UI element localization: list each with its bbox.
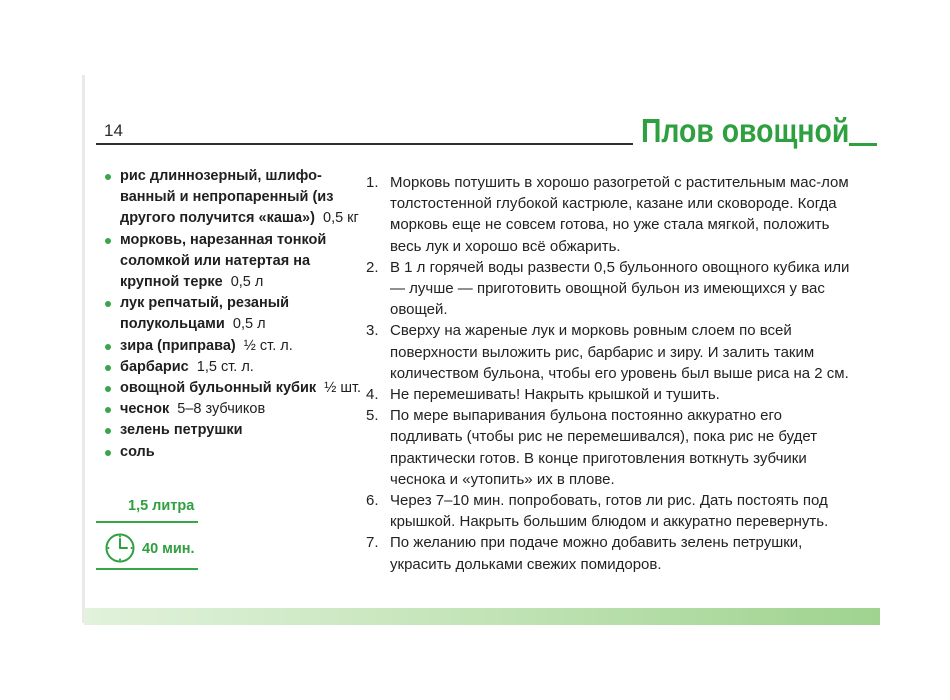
step-number: 5. bbox=[366, 407, 379, 425]
step-number: 6. bbox=[366, 492, 379, 510]
step-text: Не перемешивать! Накрыть крышкой и тушить. bbox=[390, 386, 720, 404]
bullet-icon bbox=[105, 238, 111, 244]
ingredient-name: чеснок bbox=[120, 401, 170, 418]
ingredient-name: лук репчатый, резаный полукольцами bbox=[120, 295, 290, 333]
step-number: 2. bbox=[366, 258, 379, 276]
ingredient-amount: ½ шт. bbox=[324, 380, 362, 397]
ingredient-amount: ½ ст. л. bbox=[243, 337, 293, 354]
ingredient-item bbox=[100, 399, 370, 420]
ingredient-list bbox=[100, 166, 370, 463]
ingredient-item bbox=[100, 336, 370, 357]
bullet-icon bbox=[105, 450, 111, 456]
bullet-icon bbox=[105, 365, 111, 371]
step-list bbox=[366, 172, 856, 575]
page-edge bbox=[82, 75, 85, 623]
yield-rule bbox=[96, 521, 198, 523]
cooking-time: 40 мин. bbox=[142, 541, 195, 557]
ingredient-amount: 1,5 ст. л. bbox=[196, 358, 254, 375]
ingredient-item bbox=[100, 357, 370, 378]
ingredient-item bbox=[100, 442, 370, 463]
ingredient-amount: 0,5 л bbox=[230, 274, 264, 291]
step-number: 1. bbox=[366, 174, 379, 191]
step-item bbox=[366, 384, 856, 405]
ingredient-item bbox=[100, 420, 370, 441]
step-text: Морковь потушить в хорошо разогретой с растительным мас-лом толстостенной глубокой кастрюле, казане или сковороде. Когда морковь еще не совсем готова, но уже стала мягкой, положить весь лук и хорошо всё обжарить. bbox=[390, 174, 849, 255]
step-text: Через 7–10 мин. попробовать, готов ли рис. Дать постоять под крышкой. Накрыть большим блюдом и аккуратно перевернуть. bbox=[390, 492, 829, 531]
step-item bbox=[366, 320, 856, 384]
bottom-green-band bbox=[84, 608, 880, 625]
ingredient-name: зелень петрушки bbox=[120, 422, 243, 439]
ingredient-name: морковь, нарезанная тонкой соломкой или натертая на крупной терке bbox=[120, 231, 327, 291]
bullet-icon bbox=[105, 386, 111, 392]
step-text: В 1 л горячей воды развести 0,5 бульонного овощного кубика или — лучше — приготовить овощной бульон из имеющихся у вас овощей. bbox=[390, 258, 850, 319]
ingredient-name: овощной бульонный кубик bbox=[120, 380, 317, 397]
ingredient-name: зира (приправа) bbox=[120, 337, 236, 354]
step-item bbox=[366, 172, 856, 257]
yield-text: 1,5 литра bbox=[128, 498, 195, 514]
step-item bbox=[366, 405, 856, 490]
ingredient-item bbox=[100, 378, 370, 399]
ingredient-item bbox=[100, 293, 370, 335]
bullet-icon bbox=[105, 344, 111, 350]
step-text: По желанию при подаче можно добавить зелень петрушки, украсить дольками свежих помидоров. bbox=[390, 534, 803, 573]
ingredient-name: соль bbox=[120, 443, 155, 460]
step-number: 7. bbox=[366, 534, 379, 552]
ingredient-amount: 0,5 л bbox=[232, 316, 266, 333]
page-number: 14 bbox=[104, 121, 123, 140]
ingredient-item bbox=[100, 166, 370, 230]
step-item bbox=[366, 532, 856, 574]
page-title: Плов овощной bbox=[641, 112, 850, 149]
step-item bbox=[366, 490, 856, 532]
step-item bbox=[366, 257, 856, 321]
ingredient-name: барбарис bbox=[120, 358, 189, 375]
step-number: 3. bbox=[366, 322, 379, 340]
step-text: По мере выпаривания бульона постоянно аккуратно его подливать (чтобы рис не перемешивался), пока рис не будет практически готов. В конце приготовления воткнуть зубчики чеснока и «утопить» их в плове. bbox=[390, 407, 818, 488]
bullet-icon bbox=[105, 301, 111, 307]
title-rule bbox=[96, 143, 633, 145]
step-number: 4. bbox=[366, 386, 379, 404]
ingredient-amount: 5–8 зубчиков bbox=[177, 401, 266, 418]
bullet-icon bbox=[105, 407, 111, 413]
bullet-icon bbox=[105, 428, 111, 434]
title-accent-rule bbox=[849, 143, 877, 146]
time-rule bbox=[96, 568, 198, 570]
clock-icon bbox=[104, 532, 136, 564]
ingredient-item bbox=[100, 230, 370, 294]
ingredient-name: рис длиннозерный, шлифо-ванный и непропаренный (из другого получится «каша») bbox=[120, 168, 334, 227]
bullet-icon bbox=[105, 174, 111, 180]
ingredient-amount: 0,5 кг bbox=[323, 210, 359, 227]
step-text: Сверху на жареные лук и морковь ровным слоем по всей поверхности выложить рис, барбарис и зиру. И залить таким количеством бульона, чтобы его уровень был выше риса на 2 см. bbox=[390, 322, 849, 382]
